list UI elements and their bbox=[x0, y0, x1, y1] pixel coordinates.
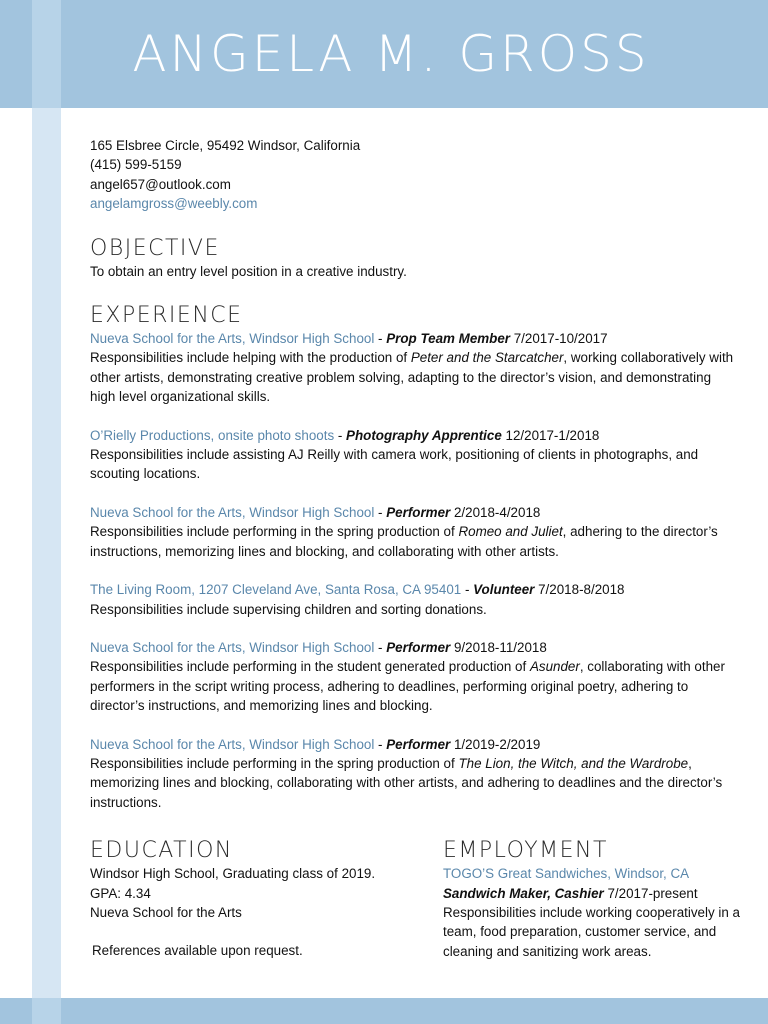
education-school: Windsor High School, Graduating class of 2019. bbox=[90, 866, 376, 882]
contact-info bbox=[90, 136, 740, 214]
job-sep: - bbox=[334, 427, 347, 443]
bottom-columns bbox=[90, 838, 740, 961]
job-dates: 9/2018-11/2018 bbox=[450, 639, 547, 655]
experience-item bbox=[90, 638, 740, 716]
job-sep: - bbox=[374, 504, 387, 520]
job-description: Responsibilities include supervising children and sorting donations. bbox=[90, 601, 487, 617]
address: 165 Elsbree Circle, 95492 Windsor, California bbox=[90, 138, 361, 153]
education-other: Nueva School for the Arts bbox=[90, 904, 242, 920]
job-role: Performer bbox=[386, 736, 451, 752]
education-heading: EDUCATION bbox=[90, 838, 233, 864]
website-link[interactable]: angelamgross@weebly.com bbox=[90, 196, 258, 212]
job-role: Performer bbox=[386, 504, 451, 520]
employment-description: Responsibilities include working cooperatively in a team, food preparation, customer service, and cleaning and sanitizing work areas. bbox=[443, 904, 740, 959]
education-gpa: GPA: 4.34 bbox=[90, 885, 151, 901]
job-dates: 12/2017-1/2018 bbox=[501, 427, 600, 443]
employment-heading: EMPLOYMENT bbox=[443, 838, 608, 864]
job-description: Responsibilities include performing in the spring production of The Lion, the Witch, and the Wardrobe, memorizing lines and blocking, collaborating with other artists, and adhering to deadlines and the director’s instructions. bbox=[90, 755, 723, 810]
experience-item bbox=[90, 580, 740, 619]
job-sep: - bbox=[374, 736, 387, 752]
phone: (415) 599-5159 bbox=[90, 157, 182, 173]
job-dates: 7/2017-10/2017 bbox=[510, 331, 608, 347]
employment-section bbox=[443, 838, 740, 961]
job-org: O’Rielly Productions, onsite photo shoots bbox=[90, 427, 335, 443]
job-dates: 7/2018-8/2018 bbox=[534, 582, 625, 598]
job-sep: - bbox=[461, 582, 474, 598]
experience-item bbox=[90, 503, 740, 561]
job-role: Performer bbox=[386, 639, 451, 655]
resume-body bbox=[90, 136, 740, 961]
side-stripe-footer bbox=[32, 998, 61, 1024]
job-description: Responsibilities include performing in the spring production of Romeo and Juliet, adhering to the director’s instructions, memorizing lines and blocking, and collaborating with other artists. bbox=[90, 524, 718, 559]
job-sep: - bbox=[374, 331, 387, 347]
job-dates: 1/2019-2/2019 bbox=[450, 736, 541, 752]
job-sep: - bbox=[374, 639, 387, 655]
side-stripe bbox=[32, 0, 61, 1024]
job-role: Prop Team Member bbox=[386, 331, 511, 347]
experience-heading: EXPERIENCE bbox=[90, 303, 243, 329]
job-description: Responsibilities include assisting AJ Reilly with camera work, positioning of clients in photographs, and scouting locations. bbox=[90, 447, 699, 482]
experience-item bbox=[90, 329, 740, 407]
job-org: Nueva School for the Arts, Windsor High School bbox=[90, 639, 375, 655]
employment-role: Sandwich Maker, Cashier bbox=[443, 885, 604, 901]
experience-section bbox=[90, 303, 740, 812]
objective-section bbox=[90, 236, 740, 281]
references-note: References available upon request. bbox=[92, 943, 303, 959]
email: angel657@outlook.com bbox=[90, 176, 231, 192]
job-description: Responsibilities include helping with the production of Peter and the Starcatcher, working collaboratively with other artists, demonstrating creative problem solving, adapting to the director’s vision, and demonstrating high level organizational skills. bbox=[90, 350, 734, 405]
employment-org: TOGO’S Great Sandwiches, Windsor, CA bbox=[443, 866, 690, 882]
footer-band bbox=[0, 998, 768, 1024]
experience-item bbox=[90, 735, 740, 813]
job-org: Nueva School for the Arts, Windsor High School bbox=[90, 504, 375, 520]
job-description: Responsibilities include performing in the student generated production of Asunder, collaborating with other performers in the script writing process, adhering to deadlines, performing original poetry, adhering to director’s instructions, and memorizing lines and blocking. bbox=[90, 659, 725, 714]
objective-heading: OBJECTIVE bbox=[90, 235, 220, 261]
resume-name: ANGELA M. GROSS bbox=[132, 25, 650, 83]
education-section bbox=[90, 838, 443, 961]
experience-item bbox=[90, 426, 740, 484]
job-role: Volunteer bbox=[473, 582, 535, 598]
job-org: Nueva School for the Arts, Windsor High School bbox=[90, 736, 375, 752]
job-org: The Living Room, 1207 Cleveland Ave, Santa Rosa, CA 95401 bbox=[90, 582, 462, 598]
objective-text: To obtain an entry level position in a creative industry. bbox=[90, 263, 407, 279]
job-role: Photography Apprentice bbox=[346, 427, 502, 443]
employment-dates: 7/2017-present bbox=[603, 885, 698, 901]
job-org: Nueva School for the Arts, Windsor High School bbox=[90, 331, 375, 347]
job-dates: 2/2018-4/2018 bbox=[450, 504, 541, 520]
